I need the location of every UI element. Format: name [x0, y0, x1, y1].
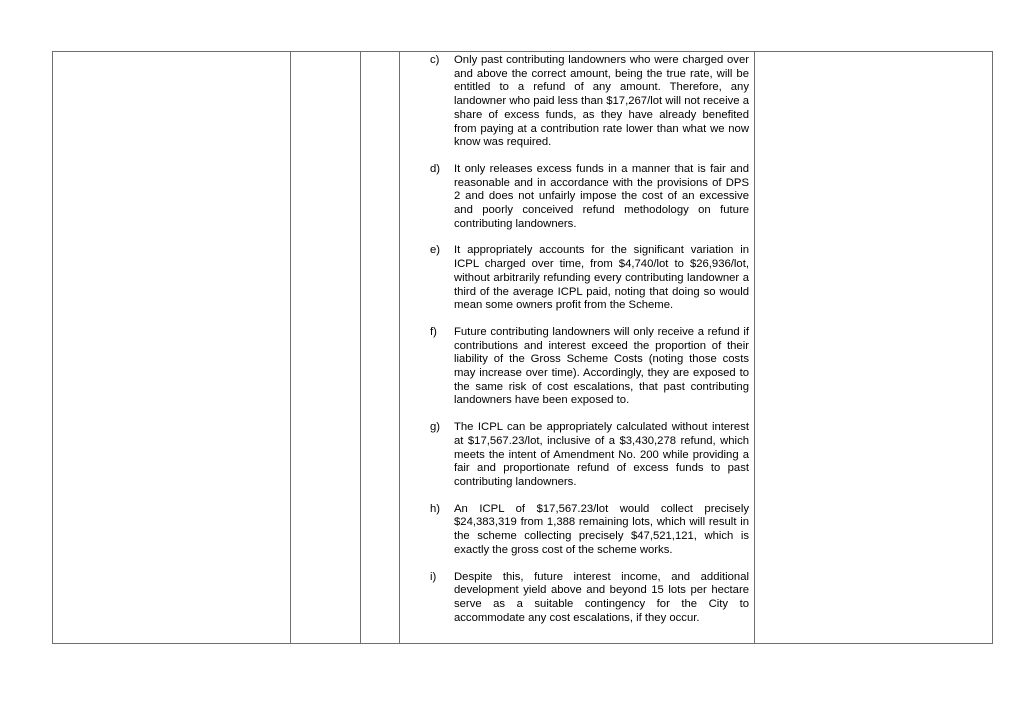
list-item-text: Despite this, future interest income, and additional development yield above and beyond 15 lots per hectare serve as a suitable contingency for the City to accommodate any cost escalations, if they occur. [454, 570, 749, 624]
list-item-label: e) [430, 244, 441, 257]
table-cell-empty-1 [53, 52, 291, 644]
list-item-text: It appropriately accounts for the significant variation in ICPL charged over time, from $4,740/lot to $26,936/lot, without arbitrarily refunding every contributing landowner a third of the average ICPL paid, noting that doing so would mean some owners profit from the Scheme. [454, 244, 749, 312]
list-item [428, 421, 749, 490]
table-row [53, 52, 993, 644]
list-item-text: Only past contributing landowners who were charged over and above the correct amount, being the true rate, will be entitled to a refund of any amount. Therefore, any landowner who paid less than $17,267/lot will not receive a share of excess funds, as they have already benefited from paying at a contribution rate lower than what we now know was required. [454, 54, 749, 149]
list-item-text: It only releases excess funds in a manner that is fair and reasonable and in accordance with the provisions of DPS 2 and does not unfairly impose the cost of an excessive and poorly conceived refund methodology on future contributing landowners. [454, 162, 749, 230]
list-item-label: g) [430, 421, 441, 434]
list-item-label: f) [430, 325, 437, 338]
list-item-label: i) [430, 570, 437, 583]
table-cell-empty-3 [361, 52, 400, 644]
table-cell-empty-5 [755, 52, 993, 644]
list-item [428, 244, 749, 313]
list-item [428, 54, 749, 150]
lettered-list [400, 52, 754, 625]
list-item [428, 163, 749, 232]
table-cell-content [400, 52, 755, 644]
table-cell-empty-2 [291, 52, 361, 644]
list-item [428, 326, 749, 408]
list-item-text: Future contributing landowners will only receive a refund if contributions and interest exceed the proportion of their liability of the Gross Scheme Costs (noting those costs may increase over time). Accordingly, they are exposed to the same risk of cost escalations, that past contributing landowners have been exposed to. [454, 325, 749, 407]
list-item [428, 503, 749, 558]
document-table [52, 51, 993, 644]
list-item-text: An ICPL of $17,567.23/lot would collect precisely $24,383,319 from 1,388 remaining lots, which will result in the scheme collecting precisely $47,521,121, which is exactly the gross cost of the scheme works. [454, 502, 749, 556]
list-item-label: h) [430, 502, 441, 515]
list-item-label: c) [430, 54, 440, 66]
list-item-label: d) [430, 162, 441, 175]
list-item [428, 571, 749, 626]
list-item-text: The ICPL can be appropriately calculated without interest at $17,567.23/lot, inclusive of a $3,430,278 refund, which meets the intent of Amendment No. 200 while providing a fair and proportionate refund of excess funds to past contributing landowners. [454, 421, 749, 488]
